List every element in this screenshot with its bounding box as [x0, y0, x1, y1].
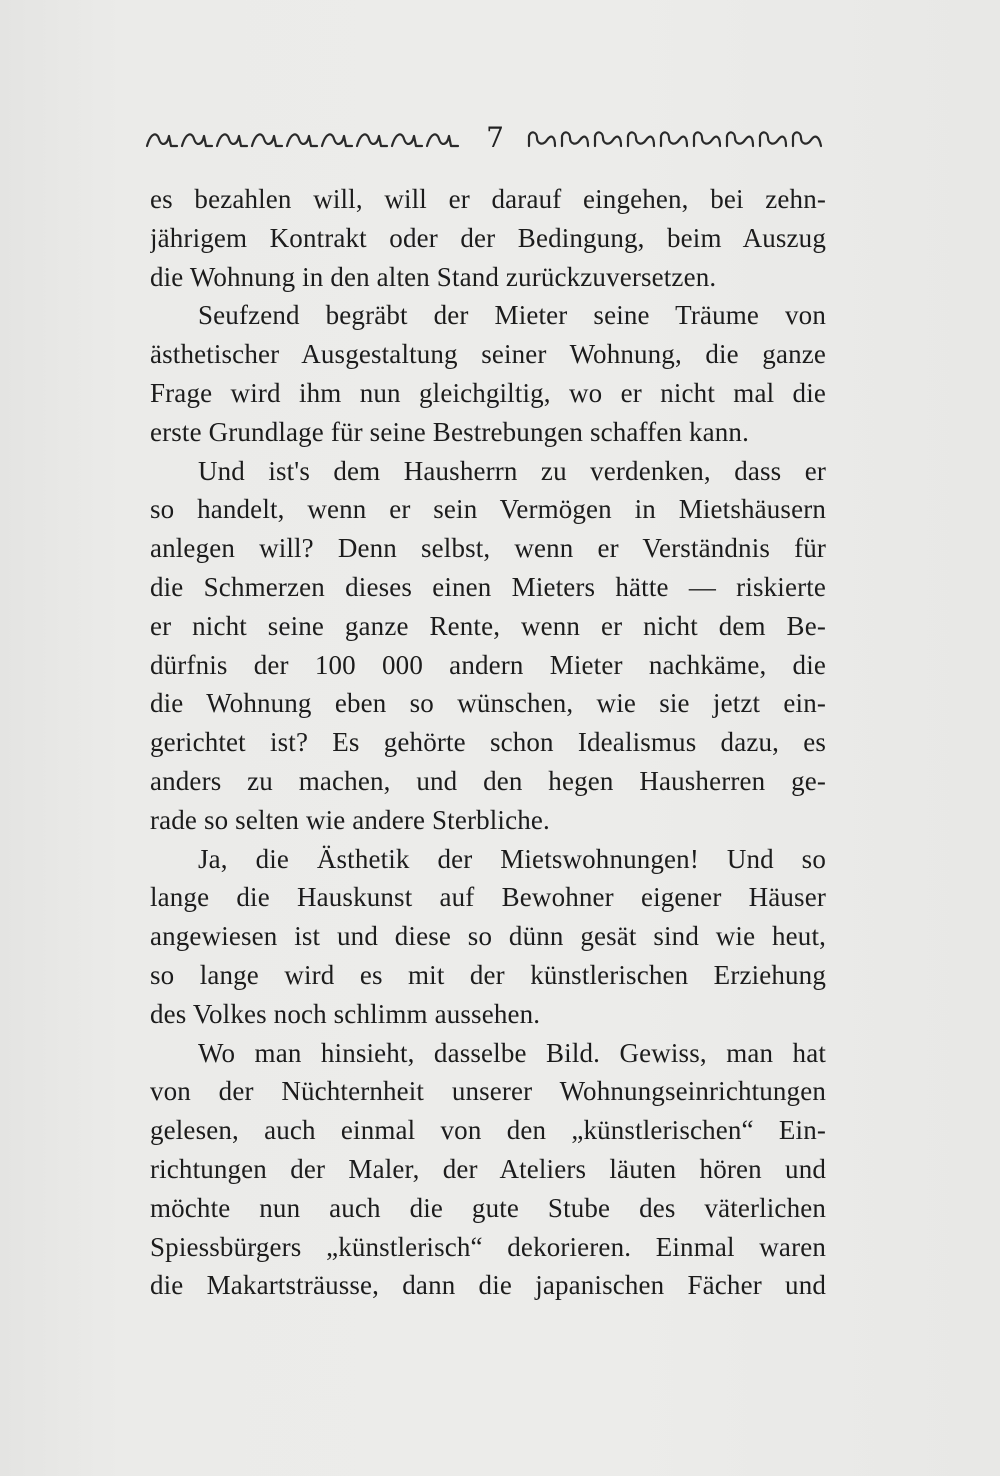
text-line: anders zu machen, und den hegen Hausherren ge- [150, 765, 826, 796]
text-line: gerichtet ist? Es gehörte schon Idealismus dazu, es [150, 727, 826, 758]
text-line: Spiessbürgers „künstlerisch“ dekorieren. Einmal waren [150, 1231, 826, 1262]
text-line: die Makartsträusse, dann die japanischen Fächer und [150, 1270, 826, 1301]
text-line: jährigem Kontrakt oder der Bedingung, beim Auszug [150, 222, 826, 253]
text-line: so lange wird es mit der künstlerischen Erziehung [150, 959, 826, 990]
text-line: es bezahlen will, will er darauf eingehen, bei zehn- [150, 184, 826, 214]
right-header-ornament [527, 128, 825, 150]
text-line: erste Grundlage für seine Bestrebungen schaffen kann. [150, 416, 749, 447]
text-line: er nicht seine ganze Rente, wenn er nicht dem Be- [150, 610, 826, 641]
text-line: gelesen, auch einmal von den „künstlerischen“ Ein- [150, 1115, 826, 1146]
text-line: die Schmerzen dieses einen Mieters hätte — riskierte [150, 571, 826, 602]
text-line: lange die Hauskunst auf Bewohner eigener Häuser [150, 882, 826, 913]
text-line: Seufzend begräbt der Mieter seine Träume von [198, 300, 826, 331]
text-line: Ja, die Ästhetik der Mietswohnungen! Und so [198, 843, 826, 874]
text-line: rade so selten wie andere Sterbliche. [150, 804, 550, 835]
text-line: Frage wird ihm nun gleichgiltig, wo er nicht mal die [150, 377, 826, 408]
page-header [145, 120, 825, 160]
left-header-ornament [145, 128, 460, 150]
text-line: ästhetischer Ausgestaltung seiner Wohnung, die ganze [150, 339, 826, 370]
text-line: die Wohnung eben so wünschen, wie sie jetzt ein- [150, 688, 826, 719]
text-line: von der Nüchternheit unserer Wohnungseinrichtungen [150, 1076, 826, 1107]
body-text [150, 180, 826, 1305]
text-line: des Volkes noch schlimm aussehen. [150, 998, 541, 1029]
text-line: dürfnis der 100 000 andern Mieter nachkäme, die [150, 649, 826, 680]
text-line: so handelt, wenn er sein Vermögen in Mietshäusern [150, 494, 826, 525]
text-line: Und ist's dem Hausherrn zu verdenken, dass er [198, 455, 826, 486]
text-line: die Wohnung in den alten Stand zurückzuversetzen. [150, 261, 717, 292]
text-line: richtungen der Maler, der Ateliers läuten hören und [150, 1153, 826, 1184]
text-line: anlegen will? Denn selbst, wenn er Verständnis für [150, 533, 826, 564]
text-line: Wo man hinsieht, dasselbe Bild. Gewiss, man hat [198, 1037, 826, 1068]
text-line: angewiesen ist und diese so dünn gesät sind wie heut, [150, 921, 826, 952]
text-line: möchte nun auch die gute Stube des väterlichen [150, 1192, 826, 1223]
page-number: 7 [486, 121, 504, 154]
